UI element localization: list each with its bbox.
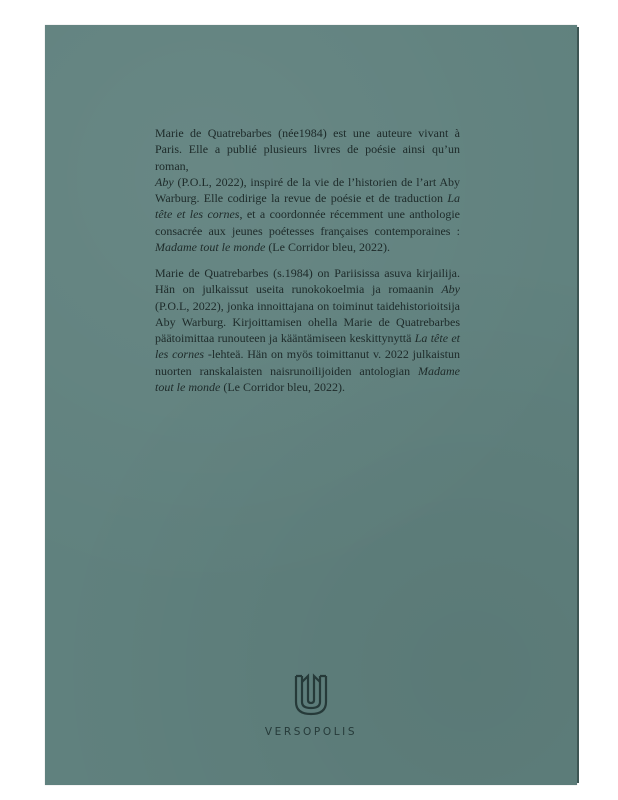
italic-title: La — [447, 191, 460, 206]
text-line — [155, 281, 460, 297]
text-line: Marie de Quatrebarbes (née1984) est une auteure vivant à — [155, 126, 460, 140]
italic-title: les cornes — [155, 347, 205, 362]
italic-title: Madame — [418, 363, 460, 378]
text-line: Paris. Elle a publié plusieurs livres de poésie ainsi qu’un roman, — [155, 142, 460, 173]
text-line — [155, 330, 460, 346]
text-line — [155, 346, 460, 362]
versopolis-u-icon — [291, 672, 331, 718]
italic-title: Aby — [155, 174, 174, 189]
text-line — [155, 190, 460, 206]
text-line — [155, 174, 460, 190]
text-run: (P.O.L, 2022), inspiré de la vie de l’historien de l’art Aby — [173, 174, 460, 189]
italic-title: Madame tout le monde — [155, 240, 266, 255]
text-line: Marie de Quatrebarbes (s.1984) on Pariisissa asuva kirjailija. — [155, 266, 460, 280]
text-run: (Le Corridor bleu, 2022). — [265, 240, 390, 255]
book-back-cover — [45, 25, 577, 785]
publisher-logo — [45, 672, 577, 738]
text-run: -lehteä. Hän on myös toimittanut v. 2022 julkaistun — [204, 347, 461, 362]
publisher-wordmark: VERSOPOLIS — [264, 726, 358, 738]
italic-title: Aby — [441, 282, 460, 297]
italic-title: tête et les cornes — [155, 207, 240, 222]
text-line — [155, 363, 460, 379]
text-line — [155, 239, 460, 255]
text-run: (Le Corridor bleu, 2022). — [220, 380, 345, 395]
finnish-bio-paragraph — [155, 265, 460, 395]
french-bio-paragraph — [155, 125, 460, 255]
text-line: Aby Warburg. Kirjoittamisen ohella Marie de Quatrebarbes — [155, 314, 460, 329]
text-line — [155, 379, 460, 395]
text-run: , et a coordonnée récemment une anthologie — [239, 207, 460, 222]
text-line: consacrée aux jeunes poétesses françaises contemporaines : — [155, 223, 460, 238]
text-run: Hän on julkaissut useita runokokoelmia ja romaanin — [155, 282, 442, 297]
italic-title: tout le monde — [155, 380, 221, 395]
cover-edge — [577, 27, 579, 783]
italic-title: La tête et — [414, 331, 461, 346]
text-run: päätoimittaa runouteen ja kääntämiseen keskittynyttä — [155, 331, 415, 346]
text-run: Warburg. Elle codirige la revue de poésie et de traduction — [155, 191, 448, 206]
text-line — [155, 206, 460, 222]
text-line: (P.O.L, 2022), jonka innoittajana on toiminut taidehistorioitsija — [155, 298, 460, 313]
text-run: nuorten ranskalaisten naisrunoilijoiden antologian — [155, 363, 418, 378]
